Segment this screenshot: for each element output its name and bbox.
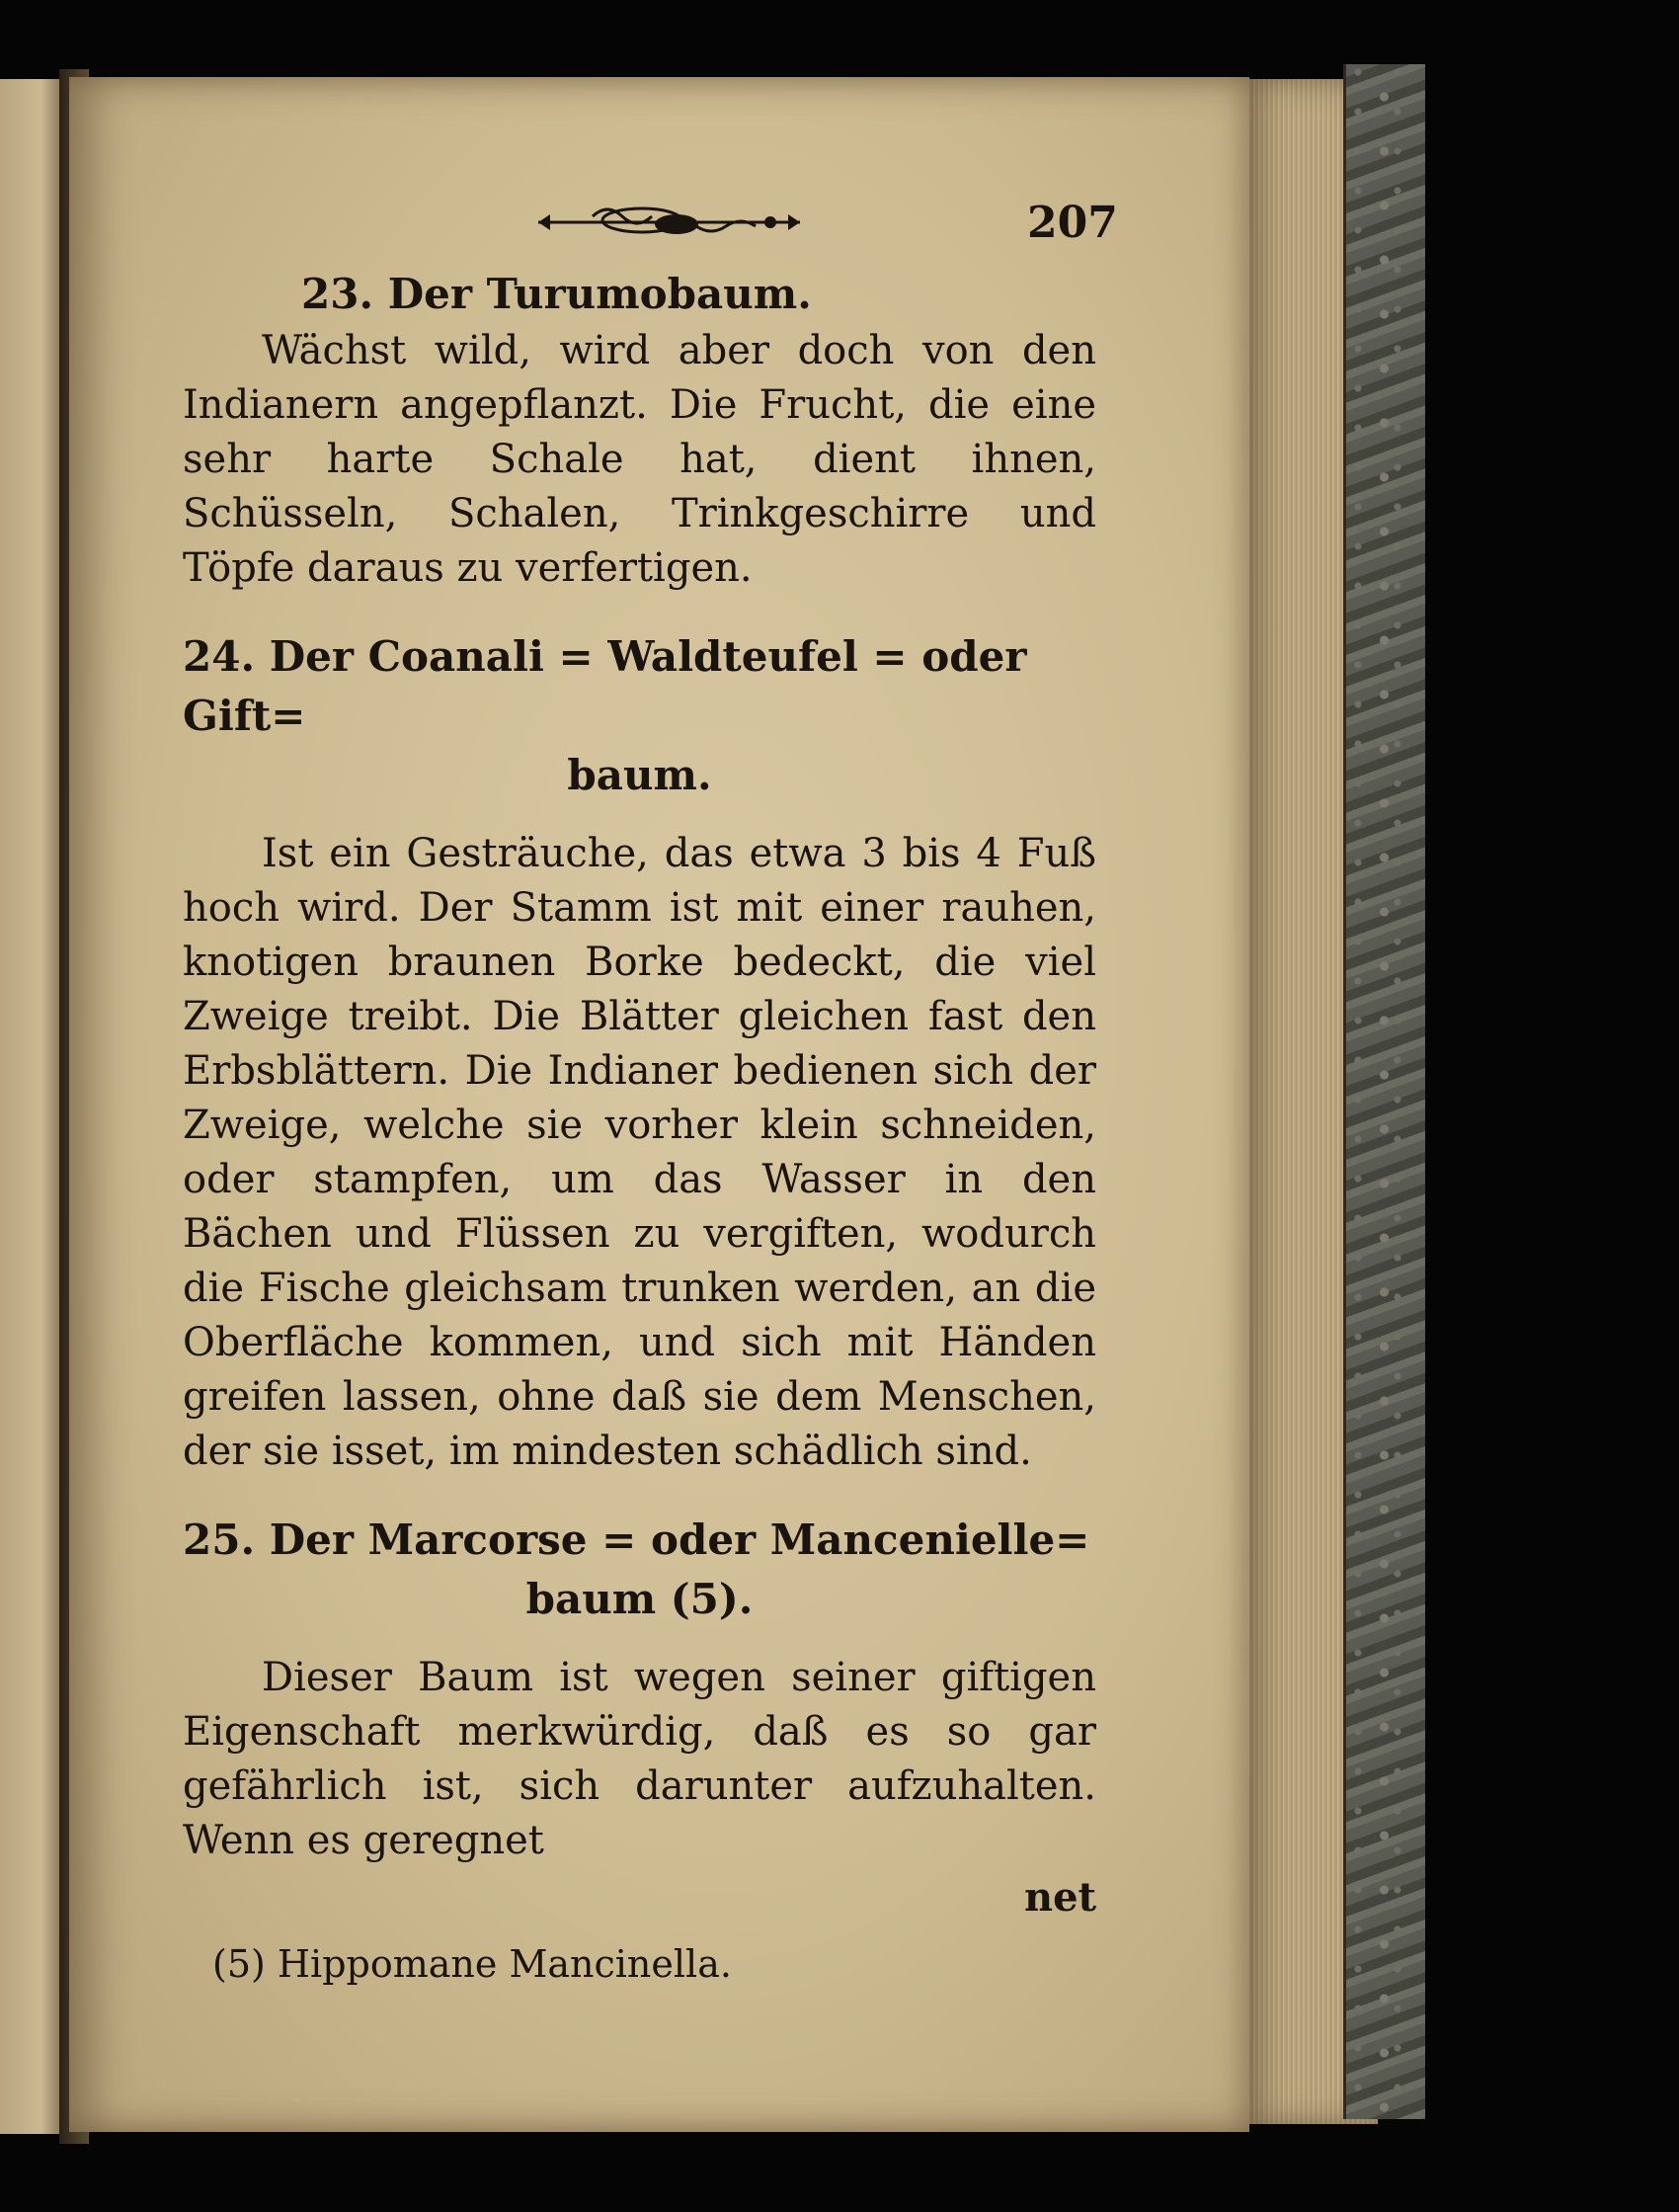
section-23	[183, 265, 1096, 596]
section-paragraph: Dieser Baum ist wegen seiner giftigen Eigenschaft merkwürdig, daß es so gar gefährlich ist, sich darunter aufzuhalten. Wenn es geregnet	[183, 1655, 1096, 1863]
header-ornament-icon	[533, 201, 805, 240]
section-heading-continuation: baum.	[567, 751, 712, 799]
catchword: net	[1023, 1874, 1096, 1921]
section-paragraph: Ist ein Gesträuche, das etwa 3 bis 4 Fuß hoch wird. Der Stamm ist mit einer rauhen, knotigen braunen Borke bedeckt, die viel Zweige treibt. Die Blätter gleichen fast den Erbsblättern. Die Indianer bedienen sich der Zweige, welche sie vorher klein schneiden, oder stampfen, um das Wasser in den Bächen und Flüssen zu vergiften, wodurch die Fische gleichsam trunken werden, an die Oberfläche kommen, und sich mit Händen greifen lassen, ohne daß sie dem Menschen, der sie isset, im mindesten schädlich sind.	[183, 831, 1096, 1474]
spacer	[183, 1629, 1096, 1651]
page-number: 207	[1027, 198, 1118, 248]
spacer	[183, 596, 1096, 627]
spacer	[183, 805, 1096, 827]
footnote: (5) Hippomane Mancinella.	[212, 1942, 732, 1986]
marbled-cover-edge	[1343, 64, 1425, 2119]
section-number: 25.	[183, 1516, 256, 1564]
page-text-block	[183, 176, 1118, 1992]
section-title-text: Der Coanali = Waldteufel = oder Gift=	[183, 632, 1027, 740]
book-page	[69, 77, 1249, 2132]
section-heading-continuation: baum (5).	[525, 1575, 754, 1623]
spacer	[183, 1479, 1096, 1511]
page-header	[183, 176, 1118, 265]
section-heading	[183, 1511, 1096, 1570]
section-title-text: Der Marcorse = oder Mancenielle=	[269, 1516, 1090, 1564]
section-number: 24.	[183, 632, 256, 681]
section-heading	[183, 265, 1096, 324]
section-number: 23.	[301, 270, 374, 318]
section-heading	[183, 627, 1096, 746]
section-title-text: Der Turumobaum.	[387, 270, 812, 318]
section-paragraph: Wächst wild, wird aber doch von den Indianern angepflanzt. Die Frucht, die eine sehr harte Schale hat, dient ihnen, Schüsseln, Schalen, Trinkgeschirre und Töpfe daraus zu verfertigen.	[183, 328, 1096, 591]
section-24	[183, 627, 1096, 1479]
section-25	[183, 1511, 1096, 1868]
